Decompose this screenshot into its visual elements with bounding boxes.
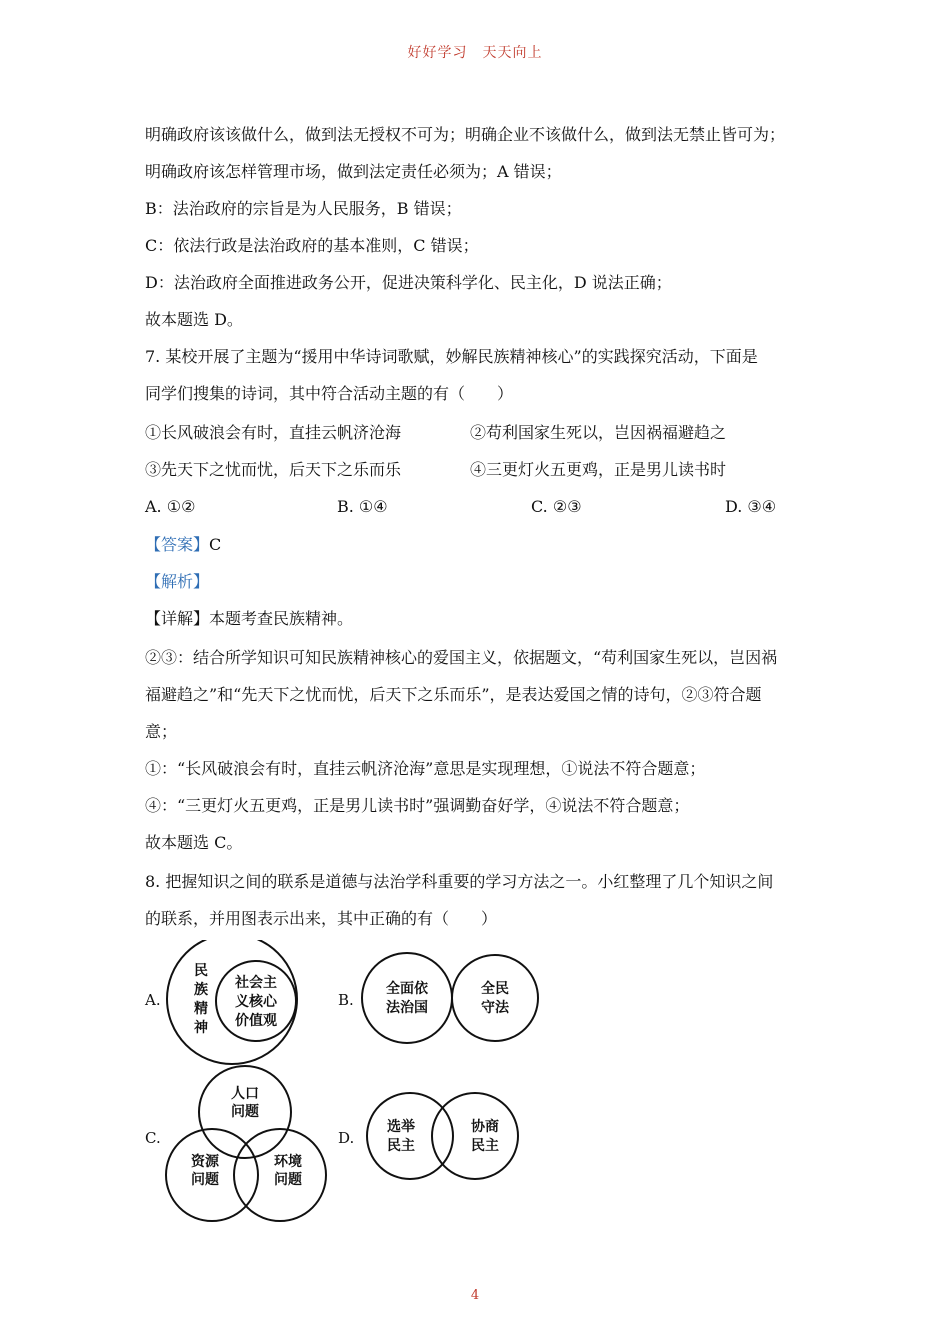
diagram-label-b: B. <box>338 991 354 1009</box>
explanation-line: 意； <box>145 722 178 741</box>
diagram-d <box>367 1093 518 1179</box>
a-inner-line: 社会主 <box>235 975 277 991</box>
c-left-line: 资源 <box>191 1154 219 1170</box>
a-inner-line: 义核心 <box>235 994 277 1010</box>
circle-rule-of-law <box>362 953 452 1043</box>
text-line: C：依法行政是法治政府的基本准则，C 错误； <box>145 236 479 255</box>
option-d: D. ③④ <box>725 497 777 516</box>
diagram-b <box>362 953 538 1043</box>
question-8-stem: 8. 把握知识之间的联系是道德与法治学科重要的学习方法之一。小红整理了几个知识之间 <box>145 872 774 891</box>
question-7-stem: 7. 某校开展了主题为“援用中华诗词歌赋，妙解民族精神核心”的实践探究活动，下面是 <box>145 347 758 366</box>
poem-2: ②苟利国家生死以，岂因祸福避趋之 <box>470 423 727 442</box>
poem-4: ④三更灯火五更鸡，正是男儿读书时 <box>470 460 727 479</box>
venn-diagrams <box>0 940 950 1240</box>
text-line: D：法治政府全面推进政务公开，促进决策科学化、民主化，D 说法正确； <box>145 273 672 292</box>
b-left-line: 法治国 <box>386 1000 428 1016</box>
analysis-line <box>145 571 209 593</box>
c-top-line: 问题 <box>231 1104 259 1120</box>
a-outer-char: 民 <box>194 963 208 979</box>
explanation-line: ④：“三更灯火五更鸡，正是男儿读书时”强调勤奋好学，④说法不符合题意； <box>145 796 690 815</box>
c-left-line: 问题 <box>191 1172 219 1188</box>
text-line: 明确政府该该做什么，做到法无授权不可为；明确企业不该做什么，做到法无禁止皆可为； <box>145 125 786 144</box>
circle-consultative <box>432 1093 518 1179</box>
c-top-line: 人口 <box>231 1086 259 1102</box>
detail-text: 本题考查民族精神。 <box>209 609 354 628</box>
explanation-line: 故本题选 C。 <box>145 833 243 852</box>
d-left-line: 选举 <box>387 1119 415 1135</box>
diagram-a <box>167 940 297 1064</box>
circle-national-spirit <box>167 940 297 1064</box>
a-outer-char: 神 <box>194 1020 208 1036</box>
text-line: 故本题选 D。 <box>145 310 243 329</box>
b-right-line: 守法 <box>481 1000 509 1016</box>
diagram-c <box>166 1066 326 1221</box>
poem-1: ①长风破浪会有时，直挂云帆济沧海 <box>145 423 402 442</box>
question-7-stem: 同学们搜集的诗词，其中符合活动主题的有（ ） <box>145 384 514 403</box>
diagram-label-a: A. <box>145 991 161 1009</box>
d-right-line: 民主 <box>471 1138 499 1154</box>
page-header: 好好学习 天天向上 <box>407 45 543 61</box>
analysis-tag: 【解析】 <box>145 572 210 591</box>
c-right-line: 问题 <box>274 1172 302 1188</box>
explanation-line: 福避趋之”和“先天下之忧而忧，后天下之乐而乐”，是表达爱国之情的诗句，②③符合题 <box>145 685 762 704</box>
answer-tag: 【答案】 <box>145 535 210 554</box>
a-inner-line: 价值观 <box>235 1013 277 1029</box>
a-outer-char: 精 <box>194 1001 208 1017</box>
detail-line <box>145 608 353 630</box>
option-a: A. ①② <box>145 497 196 516</box>
question-8-stem: 的联系，并用图表示出来，其中正确的有（ ） <box>145 909 498 928</box>
d-right-line: 协商 <box>471 1119 499 1135</box>
poem-3: ③先天下之忧而忧，后天下之乐而乐 <box>145 460 402 479</box>
option-b: B. ①④ <box>337 497 388 516</box>
text-line: B：法治政府的宗旨是为人民服务，B 错误； <box>145 199 462 218</box>
answer-line <box>145 534 221 556</box>
b-left-line: 全面依 <box>386 981 428 997</box>
explanation-line: ①：“长风破浪会有时，直挂云帆济沧海”意思是实现理想，①说法不符合题意； <box>145 759 706 778</box>
answer-value: C <box>209 535 222 554</box>
option-c: C. ②③ <box>531 497 582 516</box>
a-outer-char: 族 <box>194 982 208 998</box>
diagram-label-d: D. <box>338 1129 355 1147</box>
circle-electoral <box>367 1093 453 1179</box>
detail-tag: 【详解】 <box>145 609 210 628</box>
explanation-line: ②③：结合所学知识可知民族精神核心的爱国主义，依据题文，“苟利国家生死以，岂因祸 <box>145 648 778 667</box>
circle-law-abiding <box>452 955 538 1041</box>
page-number: 4 <box>470 1288 480 1303</box>
c-right-line: 环境 <box>274 1154 302 1170</box>
text-line: 明确政府该怎样管理市场，做到法定责任必须为；A 错误； <box>145 162 562 181</box>
b-right-line: 全民 <box>481 981 509 997</box>
diagram-label-c: C. <box>145 1129 161 1147</box>
d-left-line: 民主 <box>387 1138 415 1154</box>
